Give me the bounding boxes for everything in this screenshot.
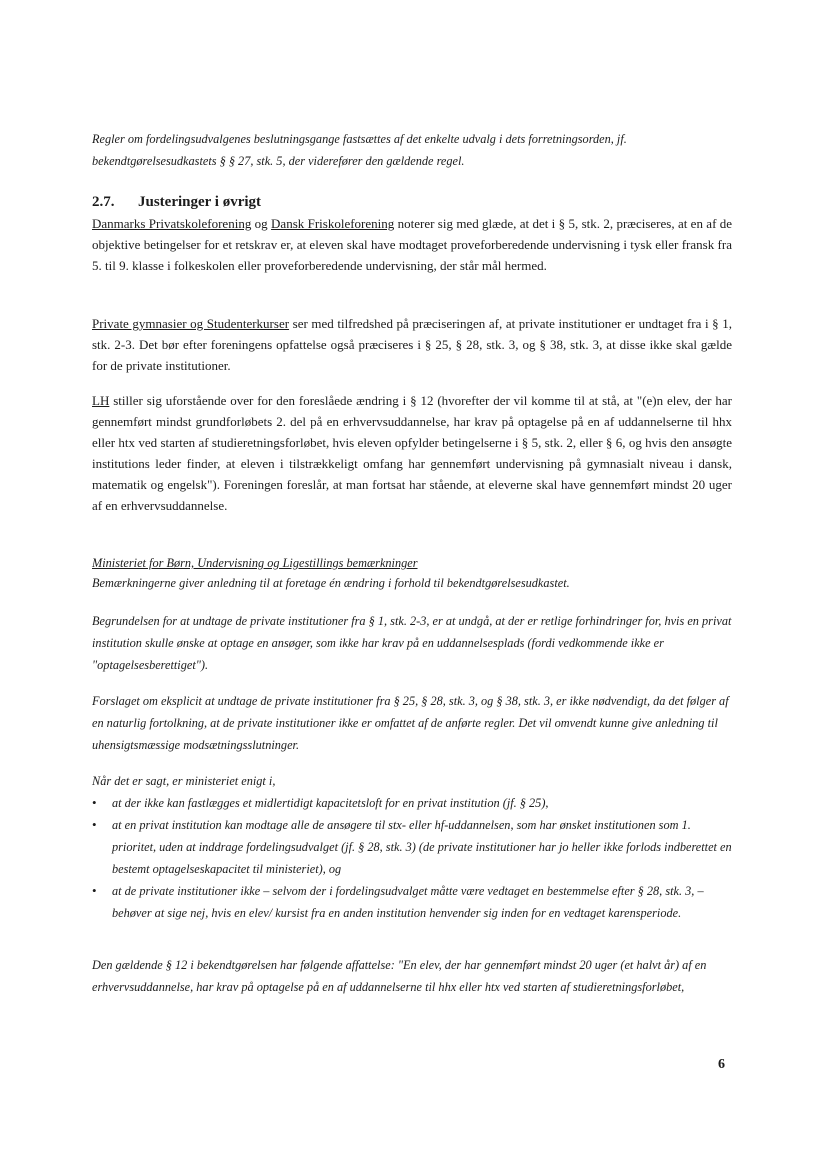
ministry-paragraph-4: Den gældende § 12 i bekendtgørelsen har følgende affattelse: "En elev, der har gennemført mindst 20 uger (et halvt år) af en erhvervsuddannelse, har krav på optagelse på en af uddannelserne til hhx eller htx ved starten af studieretningsforløbet, xyxy=(92,958,707,994)
paragraph-privatskoleforening xyxy=(92,213,732,276)
ministry-heading: Ministeriet for Børn, Undervisning og Ligestillings bemærkninger xyxy=(92,556,418,570)
paragraph-text: ser med tilfredshed på præciseringen af, at private institutioner er undtaget fra i § 1, stk. 2-3. Det bør efter foreningens opfattelse også præciseres i § 25, § 28, stk. 3, og § 38, stk. 3, at disse ikke skal gælde for de private institutioner. xyxy=(92,316,732,373)
ministry-paragraph-1: Begrundelsen for at undtage de private institutioner fra § 1, stk. 2-3, er at undgå, at der er retlige forhindringer for, hvis en privat institution skulle ønske at optage en ansøger, som ikke har krav på en uddannelsesplads (fordi vedkommende ikke er "optagelsesberettiget"). xyxy=(92,614,732,672)
org-private-gymnasier: Private gymnasier og Studenterkurser xyxy=(92,316,290,331)
org-dansk-friskoleforening: Dansk Friskoleforening xyxy=(271,216,395,231)
connector-text: og xyxy=(251,216,272,231)
list-item: • at der ikke kan fastlægges et midlertidigt kapacitetsloft for en privat institution (jf. § 25), xyxy=(92,792,732,814)
section-heading xyxy=(92,192,732,212)
list-item: • at en privat institution kan modtage alle de ansøgere til stx- eller hf-uddannelsen, som har ønsket institutionen som 1. prioritet, uden at inddrage fordelingsudvalget (jf. § 28, stk. 3) (de private institutioner har jo heller ikke forlods indberettet en bestemt optagelseskapacitet til ministeriet), og xyxy=(92,814,732,880)
paragraph-text: noterer sig med glæde, at det i § 5, stk. 2, præciseres, at en af de objektive betingelser for et retskrav er, at eleven skal have modtaget proveforberedende undervisning i tysk eller fransk fra 5. til 9. klasse i folkeskolen eller proveforberedende undervisning, der står mål hermed. xyxy=(92,216,733,273)
org-lh: LH xyxy=(92,393,110,408)
list-item: • at de private institutioner ikke – selvom der i fordelingsudvalget måtte være vedtaget en bestemmelse efter § 28, stk. 3, – behøver at sige nej, hvis en elev/ kursist fra en anden institution henvender sig inden for en vedtaget karensperiode. xyxy=(92,880,732,924)
ministry-paragraph-2: Forslaget om eksplicit at undtage de private institutioner fra § 25, § 28, stk. 3, og § 38, stk. 3, er ikke nødvendigt, da det følger af en naturlig fortolkning, at de private institutioner ikke er omfattet af de anførte regler. Det vil omvendt kunne give anledning til uhensigtsmæssige modsætningsslutninger. xyxy=(92,694,729,752)
paragraph-text: stiller sig uforstående over for den foreslåede ændring i § 12 (hvorefter der vil komme til at stå, at "(e)n elev, der har gennemført mindst grundforløbets 2. del på en erhvervsuddannelse, har krav på optagelse på en af uddannelserne til hhx eller htx ved starten af studieretningsforløbet, hvis eleven opfylder betingelserne i § 5, stk. 2, eller § 6, og hvis den ansøgte institutions leder finder, at eleven i tilstrækkeligt omfang har gennemført undervisning på gymnasialt niveau i dansk, matematik og engelsk"). Foreningen foreslår, at man fortsat har stående, at eleverne skal have gennemført mindst 20 uger af en erhvervsuddannelse. xyxy=(92,393,732,513)
paragraph-lh xyxy=(92,390,732,516)
paragraph-private-gymnasier xyxy=(92,313,732,376)
ministry-paragraph-3-intro: Når det er sagt, er ministeriet enigt i, xyxy=(92,774,276,788)
section-number: 2.7. xyxy=(92,194,115,210)
intro-note: Regler om fordelingsudvalgenes beslutningsgange fastsættes af det enkelte udvalg i dets forretningsorden, jf. bekendtgørelsesudkastets § § 27, stk. 5, der viderefører den gældende regel. xyxy=(92,132,627,168)
ministry-bullet-list xyxy=(92,792,732,924)
page-number: 6 xyxy=(718,1057,725,1072)
org-danmarks-privatskoleforening: Danmarks Privatskoleforening xyxy=(92,216,252,231)
section-title: Justeringer i øvrigt xyxy=(138,194,262,210)
ministry-lead: Bemærkningerne giver anledning til at foretage én ændring i forhold til bekendtgørelsesudkastet. xyxy=(92,576,570,590)
